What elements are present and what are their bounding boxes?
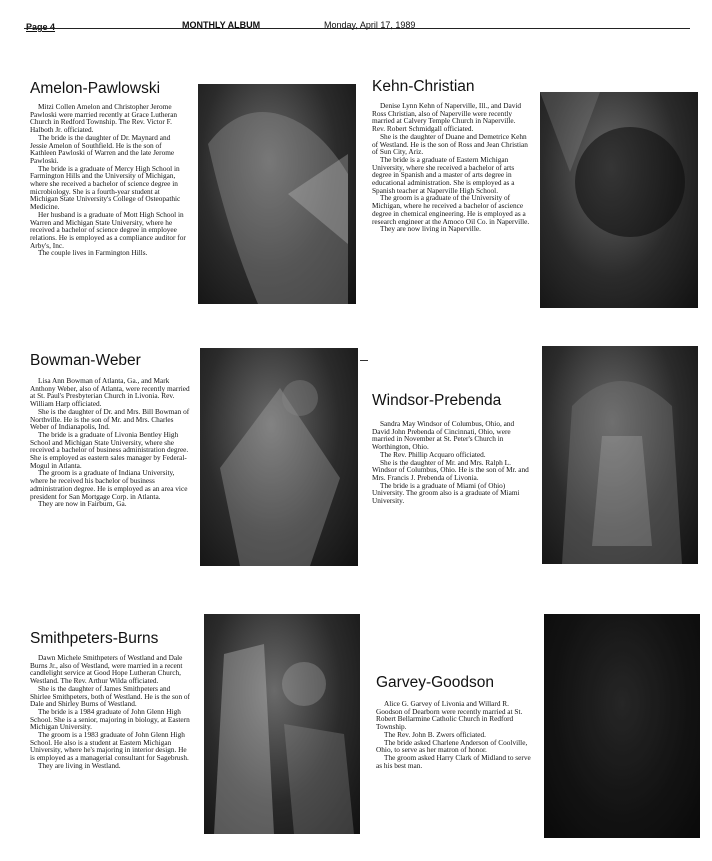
page-header bbox=[22, 14, 694, 34]
article-body bbox=[30, 377, 190, 508]
wedding-photo bbox=[198, 84, 356, 304]
paragraph: They are now living in Naperville. bbox=[380, 224, 481, 234]
paragraph: The groom is a graduate of the University of Michigan, where he received a bachelor of ascience degree in chemical engineering. He is employed as a research engineer at the Amoco Oil Co. in Naperville. bbox=[372, 193, 530, 226]
paragraph: They are living in Westland. bbox=[38, 760, 121, 770]
paragraph: She is the daughter of Mr. and Mrs. Ralph L. Windsor of Columbus, Ohio. He is the son of Mr. and Mrs. Francis J. Prebenda of Livonia. bbox=[372, 457, 529, 482]
paragraph: The bride is a 1984 graduate of John Glenn High School. She is a senior, majoring in biology, at Eastern Michigan University. bbox=[30, 706, 190, 732]
article-body bbox=[30, 654, 192, 770]
paragraph: The groom asked Harry Clark of Midland to serve as his best man. bbox=[376, 752, 531, 770]
wedding-photo bbox=[544, 614, 700, 838]
paragraph: The Rev. Phillip Acquaro officiated. bbox=[380, 449, 486, 459]
paragraph: The bride asked Charlene Anderson of Coolville, Ohio, to serve as her matron of honor. bbox=[376, 737, 528, 755]
article-title: Amelon-Pawlowski bbox=[30, 80, 161, 97]
masthead: MONTHLY ALBUM bbox=[182, 20, 261, 30]
article-title: Windsor-Prebenda bbox=[372, 392, 502, 409]
paragraph: Dawn Michele Smithpeters of Westland and Dale Burns Jr., also of Westland, were married in a recent candlelight service at Good Hope Lutheran Church, Westland. The Rev. Arthur Wilda officiated. bbox=[30, 653, 183, 686]
article-title: Kehn-Christian bbox=[372, 78, 475, 95]
wedding-photo bbox=[542, 346, 698, 564]
paragraph: Lisa Ann Bowman of Atlanta, Ga., and Mark Anthony Weber, also of Atlanta, were recently married at St. Paul's Presbyterian Church in Livonia. Rev. William Harp officiated. bbox=[30, 376, 190, 409]
article-body bbox=[372, 420, 530, 505]
issue-date: Monday, April 17, 1989 bbox=[324, 20, 416, 30]
paragraph: Sandra May Windsor of Columbus, Ohio, and David John Prebenda of Cincinnati, Ohio, were married in November at St. Peter's Church in Worthington, Ohio. bbox=[372, 419, 515, 452]
divider-mark bbox=[360, 360, 368, 361]
article-title: Bowman-Weber bbox=[30, 352, 141, 369]
paragraph: The bride is a graduate of Mercy High School in Farmington Hills and the University of Michigan, where she received a bachelor of science degree in microbiology. She is a fourth-year student at Michigan State University's College of Osteopathic Medicine. bbox=[30, 163, 181, 212]
paragraph: The bride is the daughter of Dr. Maynard and Jessie Amelon of Southfield. He is the son of Kathleen Pawloski of Warren and the late Jerome Pawloski. bbox=[30, 132, 175, 165]
paragraph: Mitzi Collen Amelon and Christopher Jerome Pawloski were married recently at Grace Lutheran Church in Redford Township. The Rev. Victor F. Halboth Jr. officiated. bbox=[30, 102, 178, 135]
paragraph: The bride is a graduate of Miami (of Ohio) University. The groom also is a graduate of Miami University. bbox=[372, 480, 520, 506]
paragraph: She is the daughter of Duane and Demetrice Kehn of Westland. He is the son of Ross and Jean Christian of Sun City, Ariz. bbox=[372, 131, 528, 157]
paragraph: Denise Lynn Kehn of Naperville, Ill., and David Ross Christian, also of Naperville were recently married at Calvery Temple Church in Naperville. Rev. Robert Schmidgall officiated. bbox=[372, 101, 522, 134]
page-number: Page 4 bbox=[26, 22, 56, 32]
article-title: Smithpeters-Burns bbox=[30, 630, 159, 647]
paragraph: They are now in Fairburn, Ga. bbox=[38, 499, 127, 509]
article-body bbox=[372, 102, 530, 233]
paragraph: She is the daughter of James Smithpeters and Shirlee Smithpeters, both of Westland. He is the son of Dale and Shirley Burns of Westland. bbox=[30, 683, 190, 709]
wedding-photo bbox=[540, 92, 698, 308]
wedding-photo bbox=[204, 614, 360, 834]
paragraph: She is the daughter of Dr. and Mrs. Bill Bowman of Northville. He is the son of Mr. and Mrs. Charles Weber of Indianapolis, Ind. bbox=[30, 406, 190, 432]
paragraph: The groom is a 1983 graduate of John Glenn High School. He also is a student at Eastern Michigan University, where he's majoring in interior design. He is employed as a managerial consultant for Sagebrush. bbox=[30, 730, 189, 763]
paragraph: The bride is a graduate of Livonia Bentley High School and Michigan State University, where she received a bachelor of business administration degree. She is employed as eastern sales manager by Federal-Mogul in Atlanta. bbox=[30, 429, 189, 470]
wedding-photo bbox=[200, 348, 358, 566]
paragraph: The Rev. John B. Zwers officiated. bbox=[384, 729, 486, 739]
paragraph: The bride is a graduate of Eastern Michigan University, where she received a bachelor of arts degree in Spanish and a master of arts degree in educational administration. She is employed as a Spanish teacher at Naperville High School. bbox=[372, 154, 515, 195]
header-rule bbox=[24, 28, 690, 29]
paragraph: The groom is a graduate of Indiana University, where he received his bachelor of business administration degree. He is employed as an area vice president for San Mortgage Corp. in Atlanta. bbox=[30, 468, 188, 501]
article-body bbox=[376, 700, 534, 769]
paragraph: Her husband is a graduate of Mott High School in Warren and Michigan State University, where he received a bachelor of science degree in employee relations. He is employed as a compliance auditor for Arby's, Inc. bbox=[30, 209, 186, 250]
article-title: Garvey-Goodson bbox=[376, 674, 495, 691]
paragraph: Alice G. Garvey of Livonia and Willard R. Goodson of Dearborn were recently married at St. Robert Bellarmine Catholic Church in Redford Township. bbox=[376, 699, 523, 732]
article-body bbox=[30, 103, 188, 257]
paragraph: The couple lives in Farmington Hills. bbox=[38, 248, 148, 258]
